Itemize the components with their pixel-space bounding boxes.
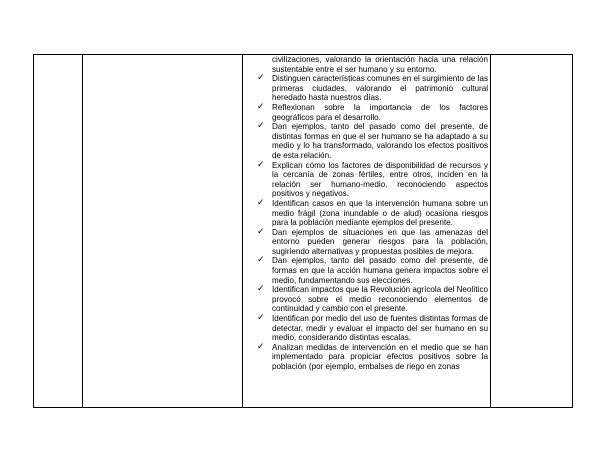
table-cell-1 (34, 55, 83, 408)
checkmark-icon: ✓ (257, 121, 265, 132)
list-item (243, 122, 490, 160)
list-item (243, 285, 490, 314)
list-item (243, 161, 490, 199)
list-item-text: Identifican impactos que la Revolución agrícola del Neolítico provocó sobre el medio reconociendo elementos de continuidad y cambio con el presente. (272, 285, 488, 314)
list-item-text: Reflexionan sobre la importancia de los factores geográficos para el desarrollo. (272, 102, 488, 122)
checkmark-icon: ✓ (257, 197, 265, 208)
list-item-text: Dan ejemplos de situaciones en que las amenazas del entorno pueden generar riesgos para la población, sugiriendo alternativas y propuestas posibles de mejora. (272, 227, 488, 256)
table-cell-2 (83, 55, 243, 408)
list-item (243, 256, 490, 285)
list-item (243, 74, 490, 103)
list-item (243, 103, 490, 122)
checkmark-icon: ✓ (257, 313, 265, 324)
checkmark-icon: ✓ (257, 159, 265, 170)
list-item-text: Identifican casos en que la intervención humana sobre un medio frágil (zona inundable o de alud) ocasiona riesgos para la población mediante ejemplos del presente. (272, 198, 488, 228)
list-item-continuation (243, 55, 490, 74)
table-cell-4 (491, 55, 573, 408)
checkmark-icon: ✓ (257, 255, 265, 266)
list-item-text: Analizan medidas de intervención en el medio que se han implementado para propiciar efectos positivos sobre la población (por ejemplo, embalses de riego en zonas (272, 342, 488, 371)
checkmark-icon: ✓ (257, 101, 265, 112)
checkmark-icon: ✓ (257, 73, 265, 84)
table-cell-3 (243, 55, 491, 408)
indicator-list (243, 74, 490, 371)
list-item (243, 314, 490, 343)
checkmark-icon: ✓ (257, 341, 265, 352)
list-item-text: Identifican por medio del uso de fuentes distintas formas de detectar, medir y evaluar el impacto del ser humano en su medio, considerando distintas escalas. (272, 314, 488, 343)
list-item (243, 228, 490, 257)
list-item-text: civilizaciones, valorando la orientación hacia una relación sustentable entre el ser humano y su entorno. (272, 55, 488, 74)
table-row (34, 55, 573, 408)
list-item-text: Distinguen características comunes en el surgimiento de las primeras ciudades, valorando el patrimonio cultural heredado hasta nuestros días. (272, 74, 488, 103)
list-item (243, 199, 490, 228)
list-item-text: Dan ejemplos, tanto del pasado como del presente, de formas en que la acción humana genera impactos sobre el medio, fundamentando sus elecciones. (272, 256, 488, 285)
list-item-text: Explican cómo los factores de disponibilidad de recursos y la cercanía de zonas fértiles, entre otros, inciden en la relación ser humano-medio, reconociendo aspectos positivos y negativos. (272, 160, 488, 199)
checkmark-icon: ✓ (257, 226, 265, 237)
list-item (243, 343, 490, 372)
checkmark-icon: ✓ (257, 284, 265, 295)
list-item-text: Dan ejemplos, tanto del pasado como del presente, de distintas formas en que el ser humano se ha adaptado a su medio y lo ha transformado, valorando los efectos positivos de esta relación. (272, 122, 488, 160)
content-table (33, 54, 573, 408)
